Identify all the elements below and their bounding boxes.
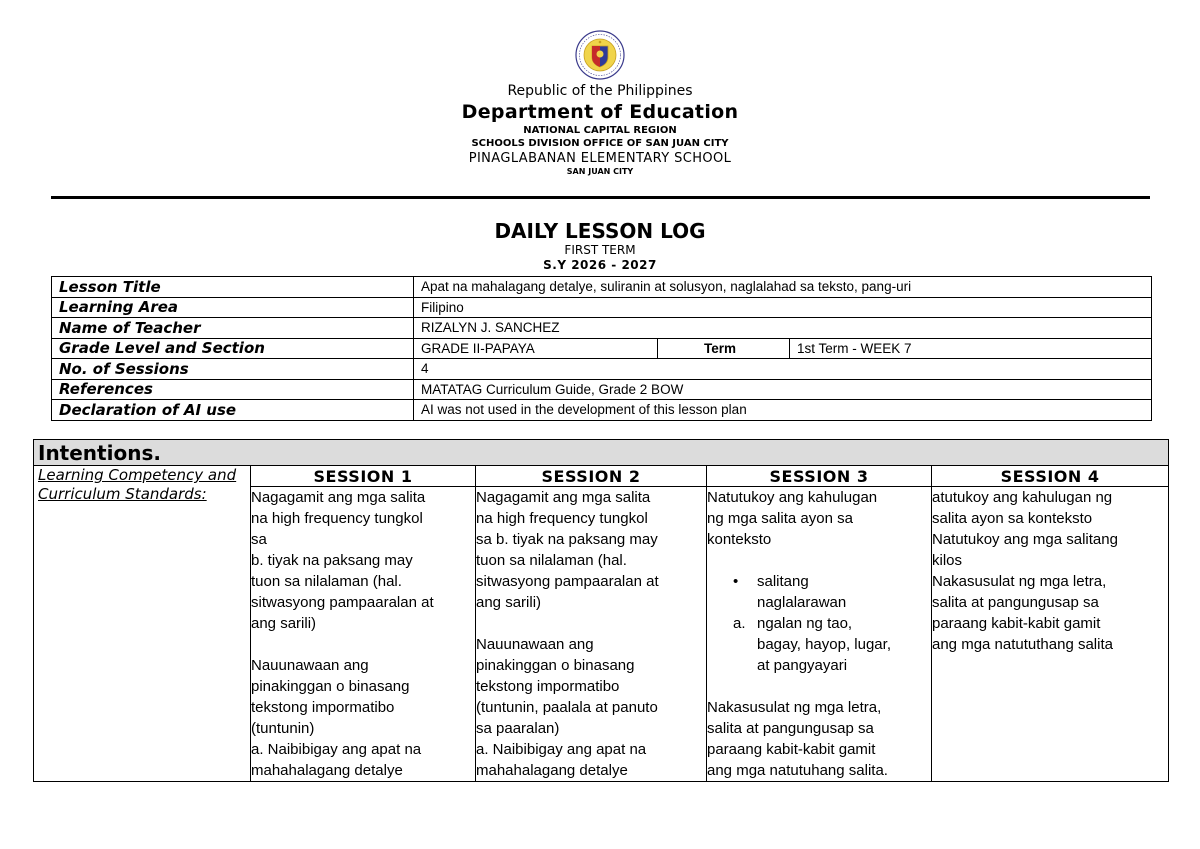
teacher-value: RIZALYN J. SANCHEZ (414, 318, 1152, 339)
intentions-title: Intentions. (34, 440, 1169, 466)
text-line: Nagagamit ang mga salita (251, 489, 426, 506)
text-line: kilos (932, 552, 963, 569)
session-1-content (251, 487, 476, 782)
text-line: tuon sa nilalaman (hal. (251, 573, 402, 590)
text-line: ang mga natututhang salita (932, 636, 1113, 653)
text-line: paraang kabit-kabit gamit (932, 615, 1101, 632)
text-line: a. Naibibigay ang apat na (251, 741, 422, 758)
intentions-table (33, 439, 1169, 782)
table-row (52, 359, 1152, 380)
text-line: na high frequency tungkol (251, 510, 423, 527)
header-divider (51, 196, 1150, 199)
text-line: konteksto (707, 531, 772, 548)
alpha-marker: a. (733, 615, 746, 632)
ai-declaration-label: Declaration of AI use (52, 400, 414, 421)
grade-level-value: GRADE II-PAPAYA (414, 338, 658, 359)
text-line: ang sarili) (476, 594, 542, 611)
table-row (52, 379, 1152, 400)
ai-declaration-value: AI was not used in the development of this lesson plan (414, 400, 1152, 421)
learning-area-value: Filipino (414, 297, 1152, 318)
text-line: b. tiyak na paksang may (251, 552, 413, 569)
term-label: Term (658, 338, 790, 359)
deped-seal-logo (575, 30, 625, 80)
text-line: salitang (757, 573, 809, 590)
learning-area-label: Learning Area (52, 297, 414, 318)
text-line: tuon sa nilalaman (hal. (476, 552, 627, 569)
text-line: naglalarawan (757, 594, 847, 611)
table-row (52, 400, 1152, 421)
text-line: salita ayon sa konteksto (932, 510, 1093, 527)
references-value: MATATAG Curriculum Guide, Grade 2 BOW (414, 379, 1152, 400)
sessions-value: 4 (414, 359, 1152, 380)
table-row (52, 338, 1152, 359)
text-line: Nakasusulat ng mga letra, (932, 573, 1107, 590)
term-value: 1st Term - WEEK 7 (790, 338, 1152, 359)
teacher-label: Name of Teacher (52, 318, 414, 339)
text-line: bagay, hayop, lugar, (757, 636, 891, 653)
text-line: sitwasyong pampaaralan at (476, 573, 659, 590)
department-heading: Department of Education (461, 101, 739, 123)
text-line: salita at pangungusap sa (707, 720, 874, 737)
spacer (476, 613, 706, 634)
text-line: ngalan ng tao, (757, 615, 853, 632)
text-line: atutukoy ang kahulugan ng (932, 489, 1113, 506)
table-row (52, 318, 1152, 339)
text-line: Natutukoy ang mga salitang (932, 531, 1118, 548)
session-2-header: SESSION 2 (476, 466, 707, 487)
lesson-title-label: Lesson Title (52, 277, 414, 298)
school-year-subtitle: S.Y 2026 - 2027 (543, 258, 657, 272)
city-heading: SAN JUAN CITY (566, 167, 634, 176)
bullet-item (707, 571, 931, 613)
text-line: sa paaralan) (476, 720, 560, 737)
term-subtitle: FIRST TERM (564, 243, 636, 257)
spacer (707, 550, 931, 571)
text-line: pinakinggan o binasang (476, 657, 635, 674)
text-line: ang sarili) (251, 615, 317, 632)
text-line: ng mga salita ayon sa (707, 510, 853, 527)
document-title: DAILY LESSON LOG (494, 219, 706, 243)
text-line: at pangyayari (757, 657, 848, 674)
text-line: (tuntunin) (251, 720, 315, 737)
session-3-content (707, 487, 932, 782)
text-line: salita at pangungusap sa (932, 594, 1099, 611)
session-1-header: SESSION 1 (251, 466, 476, 487)
school-heading: PINAGLABANAN ELEMENTARY SCHOOL (468, 151, 732, 166)
text-line: sa b. tiyak na paksang may (476, 531, 658, 548)
text-line: mahahalagang detalye (251, 762, 403, 779)
bullet-marker: • (733, 573, 739, 590)
session-3-header: SESSION 3 (707, 466, 932, 487)
alpha-item (707, 613, 931, 676)
text-line: tekstong impormatibo (251, 699, 395, 716)
text-line: sa (251, 531, 267, 548)
republic-heading: Republic of the Philippines (507, 83, 693, 99)
text-line: na high frequency tungkol (476, 510, 648, 527)
text-line: pinakinggan o binasang (251, 678, 410, 695)
text-line: tekstong impormatibo (476, 678, 620, 695)
text-line: Nauunawaan ang (251, 657, 369, 674)
table-row (34, 466, 1169, 487)
session-4-content (932, 487, 1169, 782)
spacer (707, 676, 931, 697)
lesson-title-value: Apat na mahalagang detalye, suliranin at solusyon, naglalahad sa teksto, pang-uri (414, 277, 1152, 298)
table-row (52, 277, 1152, 298)
competency-label: Learning Competency and Curriculum Standards: (34, 466, 251, 782)
division-heading: SCHOOLS DIVISION OFFICE OF SAN JUAN CITY (471, 138, 729, 149)
region-heading: NATIONAL CAPITAL REGION (523, 125, 677, 136)
table-row (52, 297, 1152, 318)
text-line: ang mga natutuhang salita. (707, 762, 888, 779)
text-line: a. Naibibigay ang apat na (476, 741, 647, 758)
table-row (34, 440, 1169, 466)
text-line: Nakasusulat ng mga letra, (707, 699, 882, 716)
session-2-content (476, 487, 707, 782)
text-line: sitwasyong pampaaralan at (251, 594, 434, 611)
session-4-header: SESSION 4 (932, 466, 1169, 487)
references-label: References (52, 379, 414, 400)
spacer (251, 634, 475, 655)
lesson-info-table (51, 276, 1152, 421)
text-line: Natutukoy ang kahulugan (707, 489, 878, 506)
sessions-label: No. of Sessions (52, 359, 414, 380)
text-line: paraang kabit-kabit gamit (707, 741, 876, 758)
text-line: Nagagamit ang mga salita (476, 489, 651, 506)
text-line: mahahalagang detalye (476, 762, 628, 779)
text-line: (tuntunin, paalala at panuto (476, 699, 658, 716)
text-line: Nauunawaan ang (476, 636, 594, 653)
grade-level-label: Grade Level and Section (52, 338, 414, 359)
